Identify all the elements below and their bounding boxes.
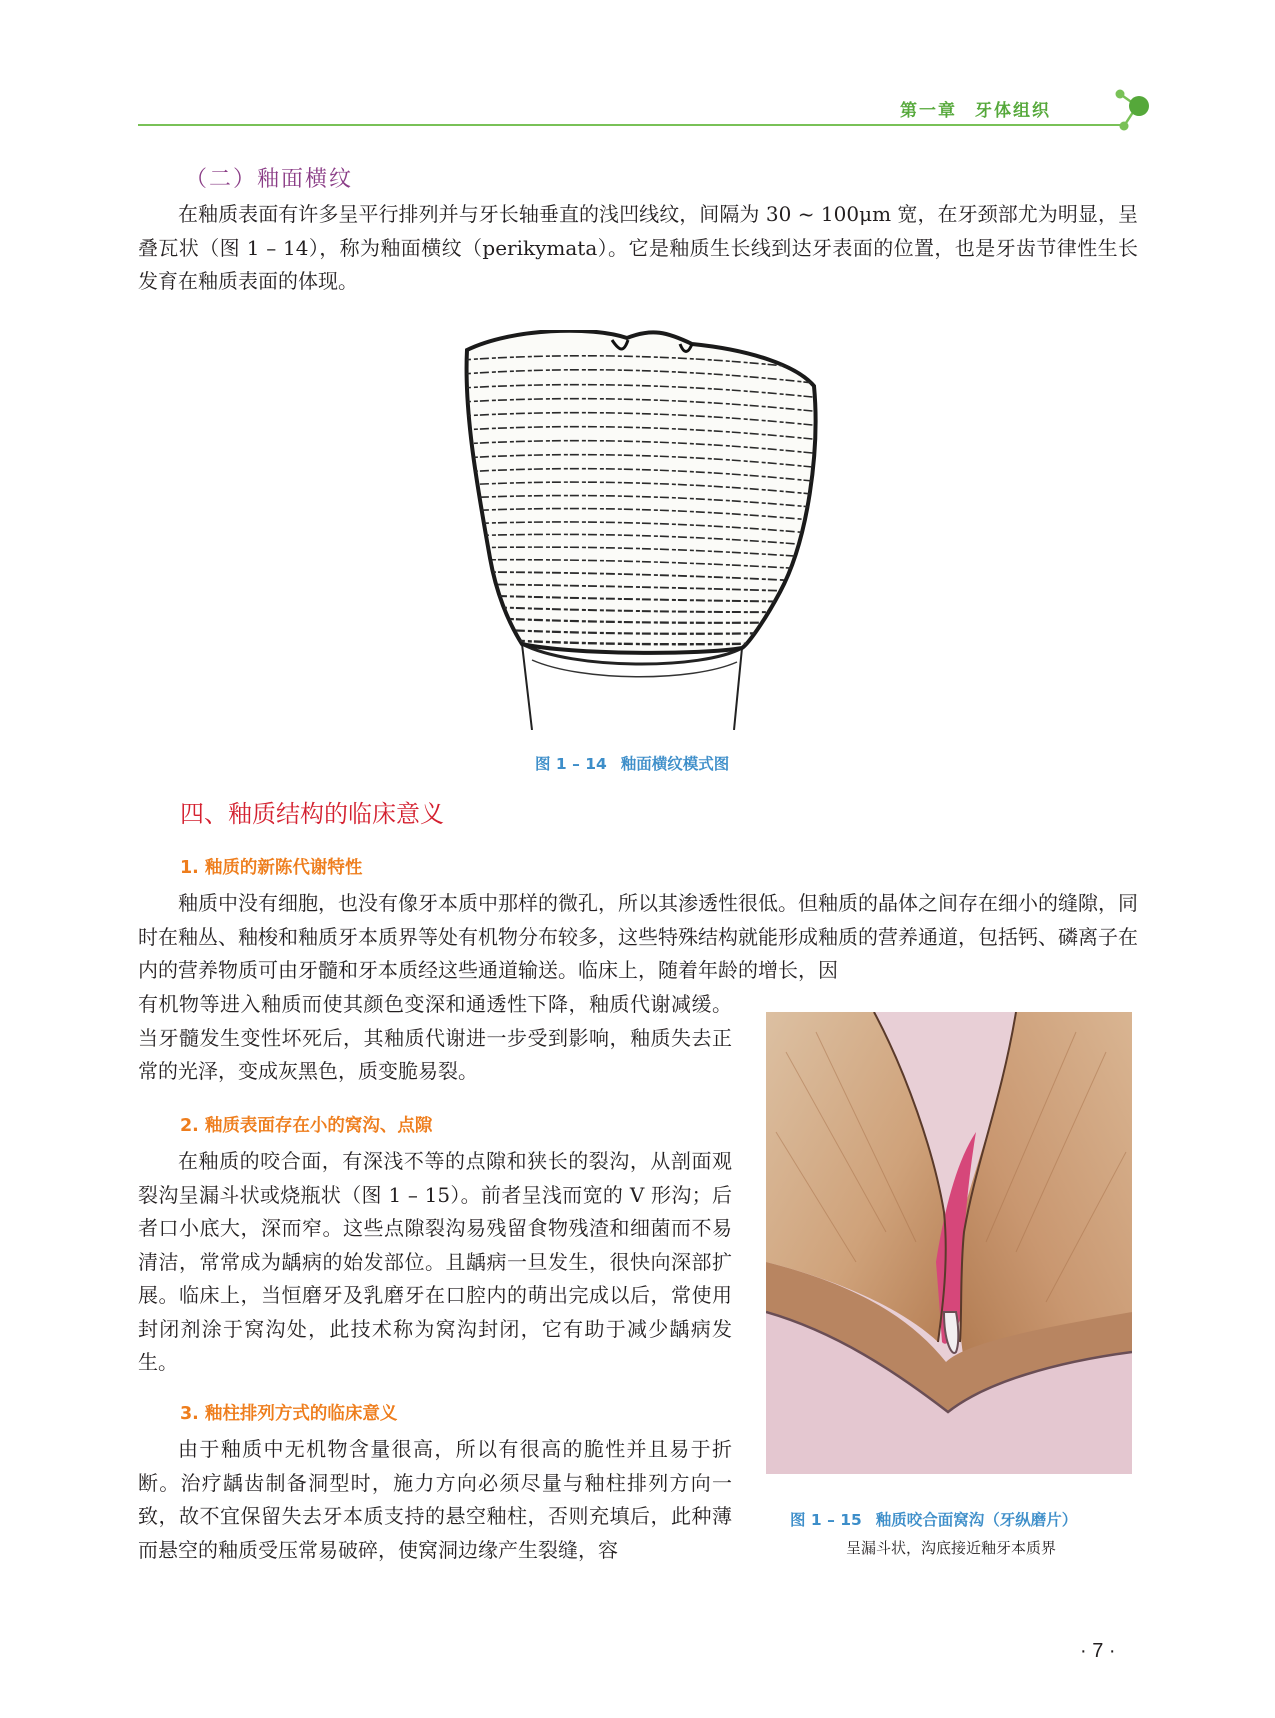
figure-1-14-number: 图 1 – 14 <box>535 755 607 773</box>
page-number: · 7 · <box>1080 1640 1116 1662</box>
molecule-logo-icon <box>1100 84 1160 134</box>
item-1-paragraph: 釉质中没有细胞，也没有像牙本质中那样的微孔，所以其渗透性很低。但釉质的晶体之间存在细小的缝隙，同时在釉丛、釉梭和釉质牙本质界等处有机物分布较多，这些特殊结构就能形成釉质的营养通道，包括钙、磷离子在内的营养物质可由牙髓和牙本质经这些通道输送。临床上，随着年龄的增长，因 <box>138 891 1138 982</box>
figure-1-15-title: 釉质咬合面窝沟（牙纵磨片） <box>875 1511 1078 1529</box>
header-chapter: 第一章 <box>900 101 957 121</box>
item-1-heading: 1. 釉质的新陈代谢特性 <box>180 858 363 878</box>
header-title: 牙体组织 <box>975 101 1051 121</box>
subsection-heading: （二）釉面横纹 <box>185 167 354 192</box>
item-3-paragraph: 由于釉质中无机物含量很高，所以有很高的脆性并且易于折断。治疗龋齿制备洞型时，施力方向必须尽量与釉柱排列方向一致，故不宜保留失去牙本质支持的悬空釉柱，否则充填后，此种薄而悬空的釉质受压常易破碎，使窝洞边缘产生裂缝，容 <box>138 1437 732 1562</box>
item-2-heading: 2. 釉质表面存在小的窝沟、点隙 <box>180 1116 433 1136</box>
item-2-paragraph: 在釉质的咬合面，有深浅不等的点隙和狭长的裂沟，从剖面观裂沟呈漏斗状或烧瓶状（图 1 – 15）。前者呈浅而宽的 V 形沟；后者口小底大，深而窄。这些点隙裂沟易残留食物残渣和细菌而不易清洁，常常成为龋病的始发部位。且龋病一旦发生，很快向深部扩展。临床上，当恒磨牙及乳磨牙在口腔内的萌出完成以后，常使用封闭剂涂于窝沟处，此技术称为窝沟封闭，它有助于减少龋病发生。 <box>138 1149 732 1374</box>
header-rule <box>138 124 1122 126</box>
section-heading: 四、釉质结构的临床意义 <box>180 800 444 828</box>
item-3-heading: 3. 釉柱排列方式的临床意义 <box>180 1404 398 1424</box>
figure-1-14-title: 釉面横纹模式图 <box>620 755 730 773</box>
figure-1-15-caption <box>790 1508 1077 1530</box>
figure-1-15-number: 图 1 – 15 <box>790 1511 862 1529</box>
item-1-paragraph-continued: 有机物等进入釉质而使其颜色变深和通透性下降，釉质代谢减缓。当牙髓发生变性坏死后，其釉质代谢进一步受到影响，釉质失去正常的光泽，变成灰黑色，质变脆易裂。 <box>138 992 732 1083</box>
figure-1-15-fissure-photo <box>766 1012 1132 1474</box>
figure-1-14-caption <box>535 752 729 774</box>
figure-1-14-tooth-drawing <box>452 330 827 730</box>
subsection-paragraph: 在釉质表面有许多呈平行排列并与牙长轴垂直的浅凹线纹，间隔为 30 ~ 100μm 宽，在牙颈部尤为明显，呈叠瓦状（图 1 – 14），称为釉面横纹（perikymata）。它是釉质生长线到达牙表面的位置，也是牙齿节律性生长发育在釉质表面的体现。 <box>138 202 1138 293</box>
figure-1-15-subcaption: 呈漏斗状，沟底接近釉牙本质界 <box>845 1539 1056 1557</box>
